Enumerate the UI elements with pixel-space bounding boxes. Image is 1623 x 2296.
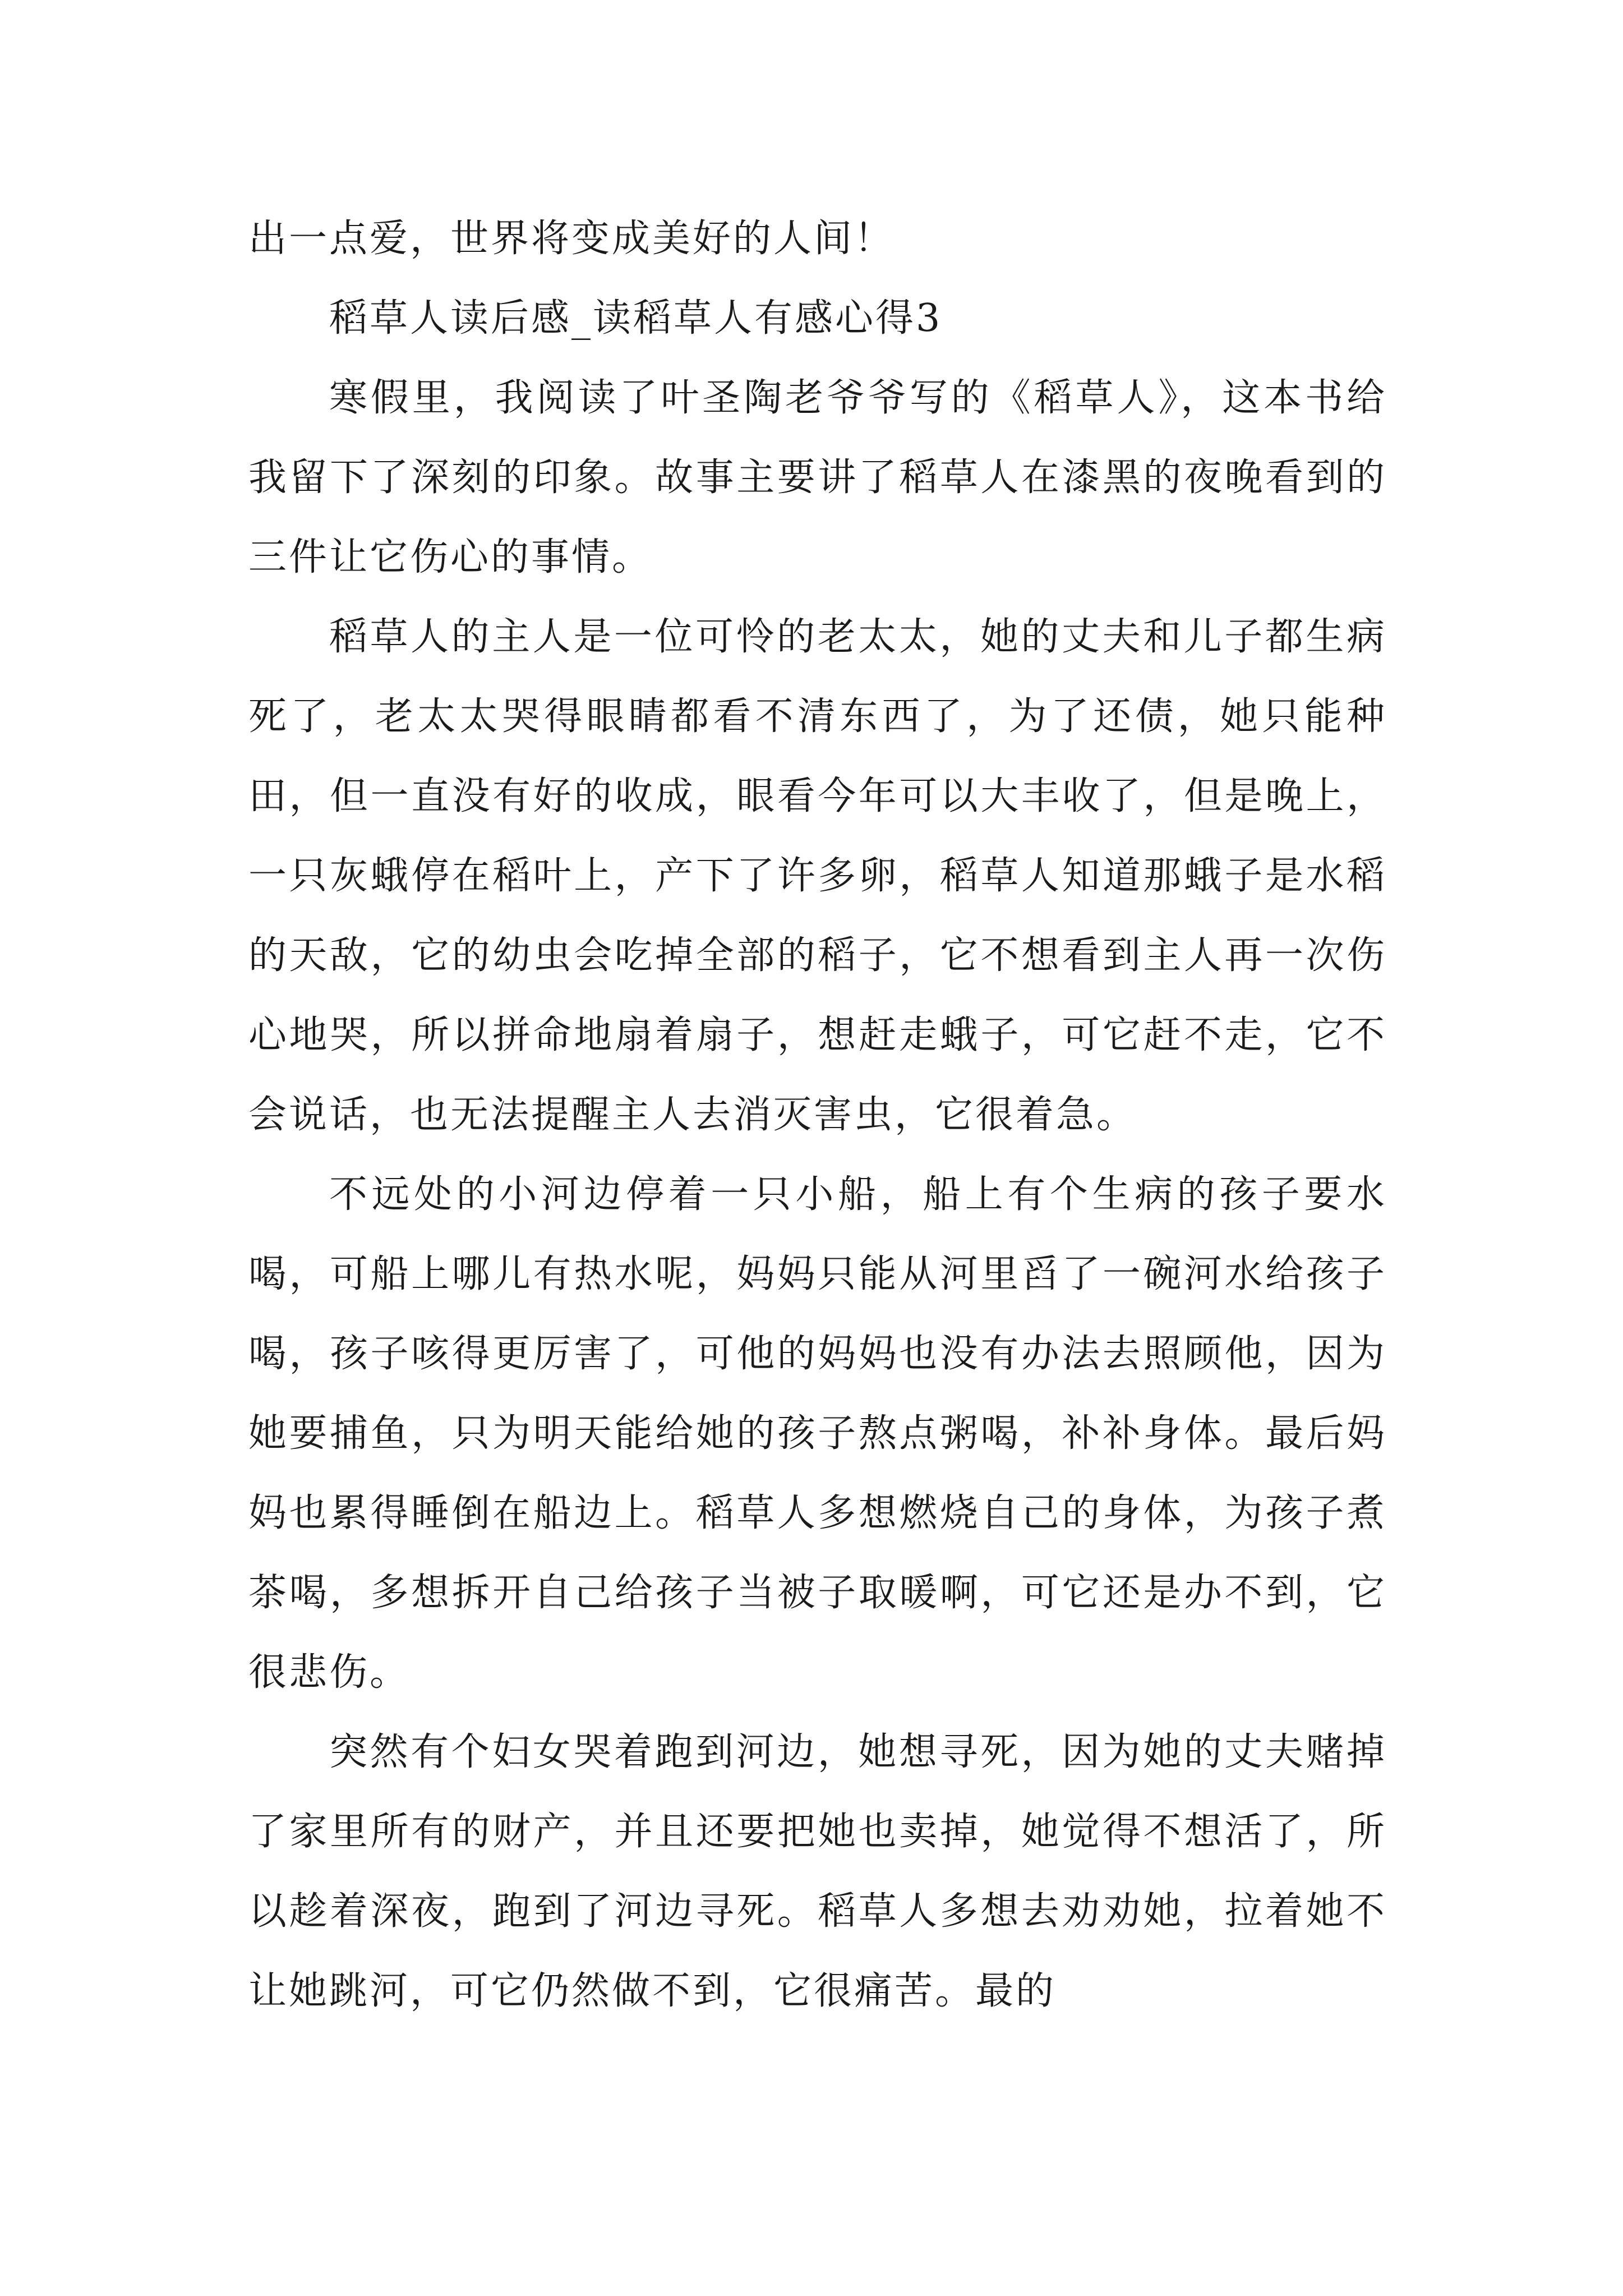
paragraph: 突然有个妇女哭着跑到河边，她想寻死，因为她的丈夫赌掉了家里所有的财产，并且还要把她也卖掉，她觉得不想活了，所以趁着深夜，跑到了河边寻死。稻草人多想去劝劝她，拉着她不让她跳河，可它仍然做不到，它很痛苦。最的 xyxy=(248,1730,1387,2013)
paragraph: 不远处的小河边停着一只小船，船上有个生病的孩子要水喝，可船上哪儿有热水呢，妈妈只能从河里舀了一碗河水给孩子喝，孩子咳得更厉害了，可他的妈妈也没有办法去照顾他，因为她要捕鱼，只为明天能给她的孩子熬点粥喝，补补身体。最后妈妈也累得睡倒在船边上。稻草人多想燃烧自己的身体，为孩子煮茶喝，多想拆开自己给孩子当被子取暖啊，可它还是办不到，它很悲伤。 xyxy=(248,1172,1387,1695)
paragraph: 稻草人的主人是一位可怜的老太太，她的丈夫和儿子都生病死了，老太太哭得眼睛都看不清东西了，为了还债，她只能种田，但一直没有好的收成，眼看今年可以大丰收了，但是晚上，一只灰蛾停在稻叶上，产下了许多卵，稻草人知道那蛾子是水稻的天敌，它的幼虫会吃掉全部的稻子，它不想看到主人再一次伤心地哭，所以拼命地扇着扇子，想赶走蛾子，可它赶不走，它不会说话，也无法提醒主人去消灭害虫，它很着急。 xyxy=(248,615,1387,1137)
paragraph-continuation: 出一点爱，世界将变成美好的人间！ xyxy=(248,217,895,261)
paragraph: 寒假里，我阅读了叶圣陶老爷爷写的《稻草人》，这本书给我留下了深刻的印象。故事主要讲了稻草人在漆黑的夜晚看到的三件让它伤心的事情。 xyxy=(248,376,1387,579)
section-heading: 稻草人读后感_读稻草人有感心得3 xyxy=(329,296,943,341)
document-body xyxy=(248,199,1387,2031)
